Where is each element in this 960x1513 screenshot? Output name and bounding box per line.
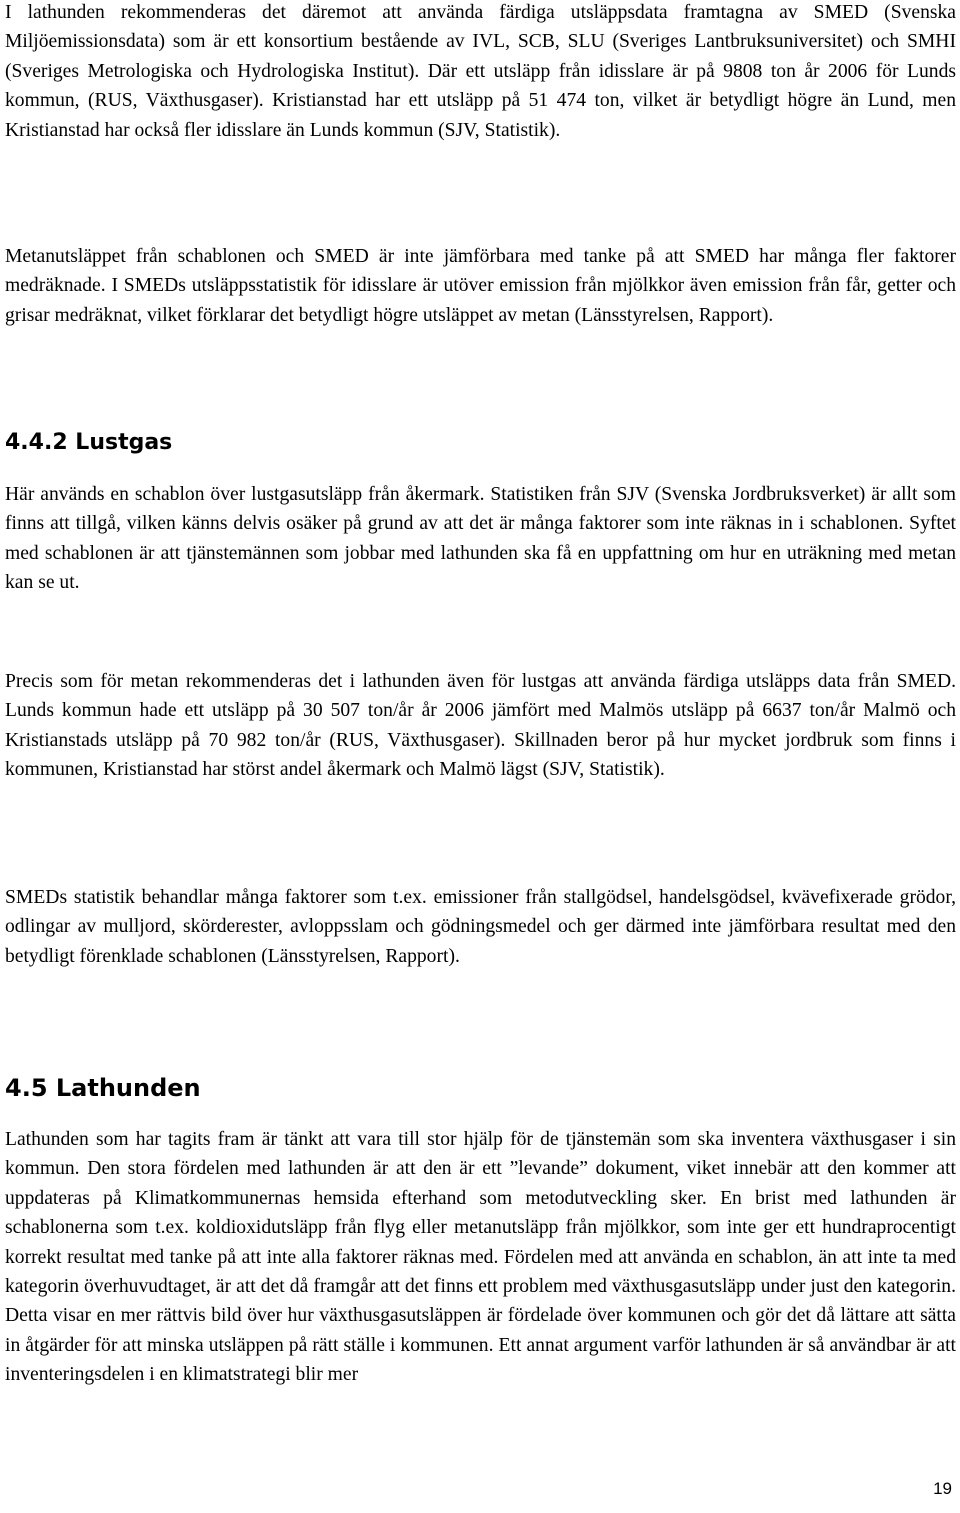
- paragraph-metan-jamforelse: Metanutsläppet från schablonen och SMED är inte jämförbara med tanke på att SMED har många fler faktorer medräknade. I SMEDs utsläppsstatistik för idisslare är utöver emission från mjölkkor även emission från får, getter och grisar medräknat, vilket förklarar det betydligt högre utsläppet av metan (Länsstyrelsen, Rapport).: [5, 246, 956, 326]
- paragraph-smed-statistik: SMEDs statistik behandlar många faktorer som t.ex. emissioner från stallgödsel, handelsgödsel, kvävefixerade grödor, odlingar av mulljord, skörderester, avloppsslam och gödningsmedel och ger därmed inte jämförbara resultat med den betydligt förenklade schablonen (Länsstyrelsen, Rapport).: [5, 887, 956, 967]
- page-number: 19: [933, 1479, 952, 1498]
- section-heading-lathunden: 4.5 Lathunden: [5, 1074, 201, 1102]
- paragraph-lathunden: Lathunden som har tagits fram är tänkt att vara till stor hjälp för de tjänstemän som ska inventera växthusgaser i sin kommun. Den stora fördelen med lathunden är att den är ett ”levande” dokument, viket innebär att den kommer att uppdateras på Klimatkommunernas hemsida efterhand som metodutveckling sker. En brist med lathunden är schablonerna som t.ex. koldioxidutsläpp från flyg eller metanutsläpp från mjölkkor, som inte ger ett hundraprocentigt korrekt resultat med tanke på att inte alla faktorer räknas med. Fördelen med att använda en schablon, än att inte ta med kategorin överhuvudtaget, är att det då framgår att det finns ett problem med växthusgasutsläpp under just den kategorin. Detta visar en mer rättvis bild över hur växthusgasutsläppen är fördelade över kommunen och gör det då lättare att sätta in åtgärder för att minska utsläppen på rätt ställe i kommunen. Ett annat argument varför lathunden är så användbar är att inventeringsdelen i en klimatstrategi blir mer: [5, 1129, 956, 1386]
- paragraph-lustgas-schablon: Här används en schablon över lustgasutsläpp från åkermark. Statistiken från SJV (Svenska Jordbruksverket) är allt som finns att tillgå, vilken känns delvis osäker på grund av att det är många faktorer som inte räknas in i schablonen. Syftet med schablonen är att tjänstemännen som jobbar med lathunden ska få en uppfattning om hur en uträkning med metan kan se ut.: [5, 484, 956, 594]
- section-heading-lustgas: 4.4.2 Lustgas: [5, 430, 173, 455]
- paragraph-lustgas-smed: Precis som för metan rekommenderas det i lathunden även för lustgas att använda färdiga utsläpps data från SMED. Lunds kommun hade ett utsläpp på 30 507 ton/år år 2006 jämfört med Malmös utsläpp på 6637 ton/år Malmö och Kristianstads utsläpp på 70 982 ton/år (RUS, Växthusgaser). Skillnaden beror på hur mycket jordbruk som finns i kommunen, Kristianstad har störst andel åkermark och Malmö lägst (SJV, Statistik).: [5, 671, 956, 781]
- paragraph-smed-metan: I lathunden rekommenderas det däremot att använda färdiga utsläppsdata framtagna av SMED (Svenska Miljöemissionsdata) som är ett konsortium bestående av IVL, SCB, SLU (Sveriges Lantbruksuniversitet) och SMHI (Sveriges Metrologiska och Hydrologiska Institut). Där ett utsläpp från idisslare är på 9808 ton år 2006 för Lunds kommun, (RUS, Växthusgaser). Kristianstad har ett utsläpp på 51 474 ton, vilket är betydligt högre än Lund, men Kristianstad har också fler idisslare än Lunds kommun (SJV, Statistik).: [5, 2, 956, 141]
